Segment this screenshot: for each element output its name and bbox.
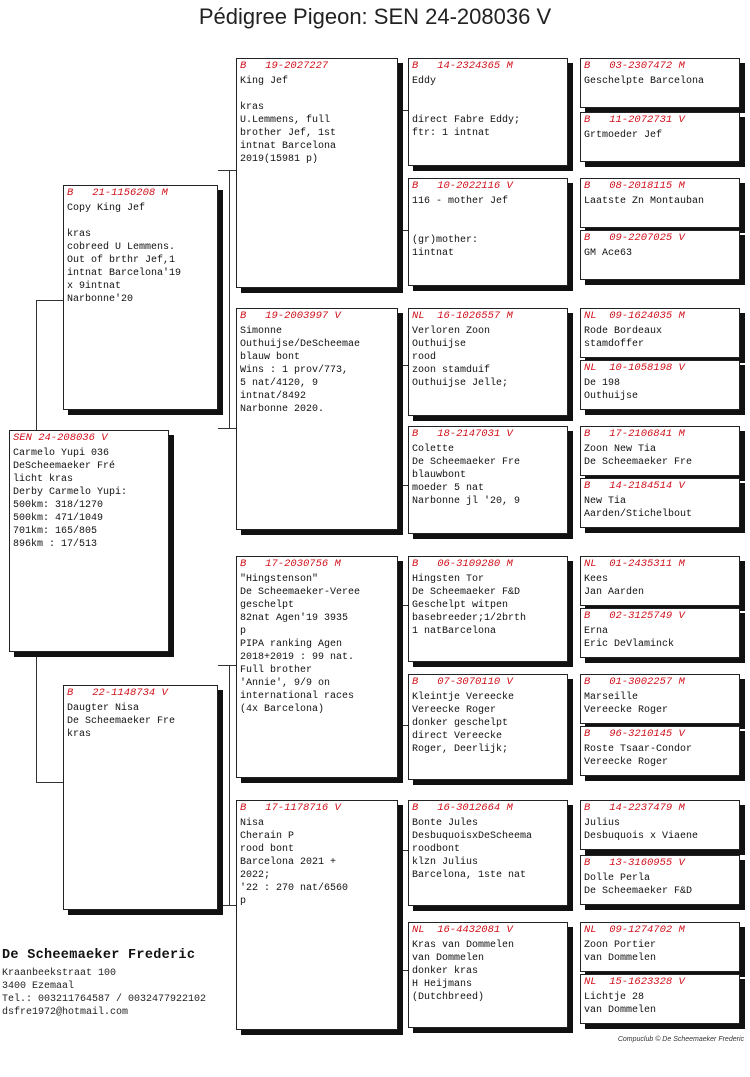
connector [398, 725, 408, 726]
credit-line: Compuclub © De Scheemaeker Frederic [617, 1036, 744, 1043]
pigeon-card-ssd [408, 178, 568, 286]
pigeon-details: Kras van Dommelen van Dommelen donker kras H Heijmans (Dutchbreed) [412, 940, 515, 1003]
owner-street: Kraanbeekstraat 100 [2, 968, 117, 979]
pigeon-details: Kleintje Vereecke Vereecke Roger donker geschelpt direct Vereecke Roger, Deerlijk; [412, 692, 515, 755]
pigeon-card-g12 [580, 726, 740, 776]
ring-number: B 10-2022116 V [412, 180, 513, 192]
ring-number: B 14-2324365 M [412, 60, 513, 72]
connector [398, 605, 408, 606]
pigeon-details: New Tia Aarden/Stichelbout [584, 496, 693, 520]
pigeon-card-ddd [408, 922, 568, 1028]
pigeon-details: Zoon Portier van Dommelen [584, 940, 657, 964]
pigeon-card-sds [408, 308, 568, 416]
ring-number: B 17-2030756 M [240, 558, 341, 570]
pigeon-details: Kees Jan Aarden [584, 574, 645, 598]
ring-number: B 14-2237479 M [584, 802, 685, 814]
pigeon-card-sd [236, 308, 398, 530]
pigeon-details: Zoon New Tia De Scheemaeker Fre [584, 444, 693, 468]
ring-number: NL 16-1026557 M [412, 310, 513, 322]
pigeon-details: Eddy direct Fabre Eddy; ftr: 1 intnat [412, 76, 521, 139]
pigeon-card-subject [9, 430, 169, 652]
ring-number: B 21-1156208 M [67, 187, 168, 199]
pigeon-details: De 198 Outhuijse [584, 378, 639, 402]
pigeon-card-ss [236, 58, 398, 288]
pigeon-details: Copy King Jef kras cobreed U Lemmens. Out of brthr Jef,1 intnat Barcelona'19 x 9intnat Narbonne'20 [67, 203, 182, 305]
ring-number: B 22-1148734 V [67, 687, 168, 699]
pigeon-details: Marseille Vereecke Roger [584, 692, 669, 716]
pigeon-card-sss [408, 58, 568, 166]
connector [218, 170, 236, 171]
pigeon-details: Geschelpte Barcelona [584, 76, 705, 87]
pigeon-card-g4 [580, 230, 740, 280]
ring-number: B 17-2106841 M [584, 428, 685, 440]
connector [398, 365, 408, 366]
pigeon-details: Bonte Jules DesbuquoisxDeScheema roodbont klzn Julius Barcelona, 1ste nat [412, 818, 533, 881]
pigeon-details: King Jef kras U.Lemmens, full brother Jef, 1st intnat Barcelona 2019(15981 p) [240, 76, 337, 165]
pigeon-card-dss [408, 556, 568, 662]
connector [36, 300, 63, 301]
ring-number: B 14-2184514 V [584, 480, 685, 492]
page-title: Pédigree Pigeon: SEN 24-208036 V [198, 4, 552, 29]
pigeon-details: Nisa Cherain P rood bont Barcelona 2021 + 2022; '22 : 270 nat/6560 p [240, 818, 349, 907]
connector [229, 665, 230, 905]
connector [36, 782, 63, 783]
owner-phone: Tel.: 003211764587 / 0032477922102 [2, 994, 207, 1005]
pigeon-card-g8 [580, 478, 740, 528]
pigeon-card-g3 [580, 178, 740, 228]
ring-number: B 13-3160955 V [584, 857, 685, 869]
ring-number: B 19-2027227 [240, 60, 329, 72]
ring-number: NL 09-1624035 M [584, 310, 685, 322]
pigeon-card-g7 [580, 426, 740, 476]
pigeon-details: Simonne Outhuijse/DeScheemae blauw bont Wins : 1 prov/773, 5 nat/4120, 9 intnat/8492 Narbonne 2020. [240, 326, 361, 415]
ring-number: B 18-2147031 V [412, 428, 513, 440]
connector [36, 300, 37, 430]
pigeon-details: Dolle Perla De Scheemaeker F&D [584, 873, 693, 897]
pigeon-card-g13 [580, 800, 740, 850]
connector [218, 905, 236, 906]
pigeon-details: GM Ace63 [584, 248, 633, 259]
ring-number: B 08-2018115 M [584, 180, 685, 192]
connector [398, 230, 408, 231]
pigeon-details: Julius Desbuquois x Viaene [584, 818, 699, 842]
owner-city: 3400 Ezemaal [2, 981, 75, 992]
pigeon-details: Rode Bordeaux stamdoffer [584, 326, 663, 350]
ring-number: B 09-2207025 V [584, 232, 685, 244]
owner-name: De Scheemaeker Frederic [2, 948, 196, 963]
pigeon-card-g10 [580, 608, 740, 658]
ring-number: B 03-2307472 M [584, 60, 685, 72]
connector [218, 665, 236, 666]
connector [229, 170, 230, 428]
pigeon-details: 116 - mother Jef (gr)mother: 1intnat [412, 196, 509, 259]
owner-info [2, 948, 206, 1019]
ring-number: B 17-1178716 V [240, 802, 341, 814]
pigeon-card-sire [63, 185, 218, 410]
ring-number: B 11-2072731 V [584, 114, 685, 126]
pigeon-details: Hingsten Tor De Scheemaeker F&D Geschelpt witpen basebreeder;1/2brth 1 natBarcelona [412, 574, 527, 637]
pigeon-details: Carmelo Yupi 036 DeScheemaeker Fré licht kras Derby Carmelo Yupi: 500km: 318/1270 500km: 471/1049 701km: 165/805 896km : 17/513 [13, 448, 128, 550]
pigeon-card-g16 [580, 974, 740, 1024]
ring-number: B 16-3012664 M [412, 802, 513, 814]
pigeon-card-dsd [408, 674, 568, 780]
pigeon-card-g6 [580, 360, 740, 410]
pigeon-card-g11 [580, 674, 740, 724]
pigeon-details: Grtmoeder Jef [584, 130, 663, 141]
pigeon-card-g9 [580, 556, 740, 606]
pigeon-details: Lichtje 28 van Dommelen [584, 992, 657, 1016]
pigeon-card-g2 [580, 112, 740, 162]
pigeon-card-sdd [408, 426, 568, 534]
connector [398, 970, 408, 971]
pigeon-card-ds [236, 556, 398, 778]
owner-email: dsfre1972@hotmail.com [2, 1007, 129, 1018]
connector [36, 652, 37, 782]
pigeon-card-g5 [580, 308, 740, 358]
ring-number: NL 15-1623328 V [584, 976, 685, 988]
ring-number: B 06-3109280 M [412, 558, 513, 570]
ring-number: B 02-3125749 V [584, 610, 685, 622]
pigeon-details: Daugter Nisa De Scheemaeker Fre kras [67, 703, 176, 740]
connector [398, 850, 408, 851]
pigeon-details: Colette De Scheemaeker Fre blauwbont moeder 5 nat Narbonne jl '20, 9 [412, 444, 521, 507]
ring-number: NL 16-4432081 V [412, 924, 513, 936]
pigeon-details: Verloren Zoon Outhuijse rood zoon stamduif Outhuijse Jelle; [412, 326, 509, 389]
pigeon-details: "Hingstenson" De Scheemaeker-Veree geschelpt 82nat Agen'19 3935 p PIPA ranking Agen 2018+2019 : 99 nat. Full brother 'Annie', 9/9 on international races (4x Barcelona) [240, 574, 361, 715]
pigeon-details: Laatste Zn Montauban [584, 196, 705, 207]
pigeon-card-dd [236, 800, 398, 1030]
connector [398, 485, 408, 486]
ring-number: B 01-3002257 M [584, 676, 685, 688]
ring-number: B 07-3070110 V [412, 676, 513, 688]
pigeon-details: Erna Eric DeVlaminck [584, 626, 675, 650]
pigeon-details: Roste Tsaar-Condor Vereecke Roger [584, 744, 693, 768]
pigeon-card-g15 [580, 922, 740, 972]
pigeon-card-dam [63, 685, 218, 910]
connector [398, 110, 408, 111]
pigeon-card-g1 [580, 58, 740, 108]
ring-number: NL 01-2435311 M [584, 558, 685, 570]
connector [218, 428, 236, 429]
ring-number: B 96-3210145 V [584, 728, 685, 740]
pigeon-card-dds [408, 800, 568, 906]
ring-number: SEN 24-208036 V [13, 432, 108, 444]
ring-number: B 19-2003997 V [240, 310, 341, 322]
ring-number: NL 10-1058198 V [584, 362, 685, 374]
pigeon-card-g14 [580, 855, 740, 905]
ring-number: NL 09-1274702 M [584, 924, 685, 936]
